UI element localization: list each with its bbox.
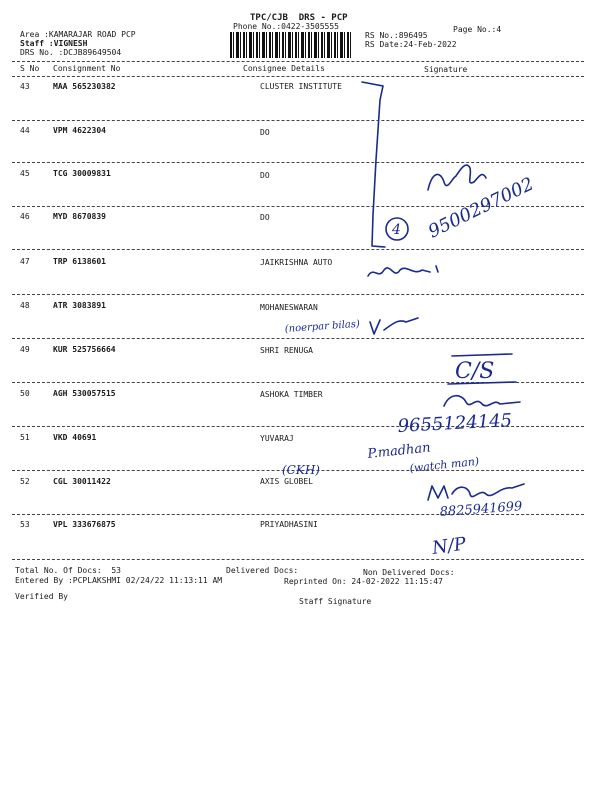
row-consignee: CLUSTER INSTITUTE (260, 82, 342, 91)
row-consignee: DO (260, 128, 270, 137)
row-divider (12, 559, 584, 560)
row-divider (12, 206, 584, 207)
row-consignee: JAIKRISHNA AUTO (260, 258, 333, 267)
row-sno: 46 (20, 212, 30, 221)
handwritten-name: P.madhan (366, 440, 432, 462)
verified-by: Verified By (15, 592, 68, 601)
row-divider (12, 162, 584, 163)
signature-scribble (444, 396, 520, 406)
header-divider-top (12, 61, 584, 62)
row-sno: 44 (20, 126, 30, 135)
phone-number: Phone No.:0422-3505555 (233, 22, 339, 31)
row-sno: 47 (20, 257, 30, 266)
delivered-docs: Delivered Docs: (226, 566, 299, 575)
row-divider (12, 470, 584, 471)
signature-scribble (370, 318, 418, 334)
reprinted-on: Reprinted On: 24-02-2022 11:15:47 (284, 577, 443, 586)
handwritten-phone-3: 8825941699 (439, 499, 523, 520)
row-divider (12, 294, 584, 295)
handwritten-phone-2: 9655124145 (397, 410, 513, 437)
row-divider (12, 120, 584, 121)
row-sno: 50 (20, 389, 30, 398)
row-consignment: VKD 40691 (53, 433, 97, 442)
circle-mark (386, 218, 408, 240)
page-number: Page No.:4 (453, 25, 502, 34)
column-header-consignment: Consignment No (53, 64, 121, 73)
column-header-sno: S No (20, 64, 40, 73)
total-docs: Total No. Of Docs: 53 (15, 566, 121, 575)
row-divider (12, 426, 584, 427)
row-sno: 53 (20, 520, 30, 529)
row-consignment: MYD 8670839 (53, 212, 106, 221)
area-label: Area :KAMARAJAR ROAD PCP (20, 30, 136, 39)
handwritten-circled-number: 4 (392, 222, 401, 238)
row-sno: 51 (20, 433, 30, 442)
signature-scribble (428, 165, 486, 190)
row-consignment: KUR 525756664 (53, 345, 116, 354)
row-consignment: CGL 30011422 (53, 477, 111, 486)
row-consignee: MOHANESWARAN (260, 303, 318, 312)
row-divider (12, 514, 584, 515)
row-sno: 52 (20, 477, 30, 486)
row-consignment: VPM 4622304 (53, 126, 106, 135)
row-consignee: ASHOKA TIMBER (260, 390, 323, 399)
staff-signature-label: Staff Signature (299, 597, 372, 606)
signature-scribble (428, 484, 524, 500)
handwritten-note: (noerpar bilas) (284, 318, 361, 335)
row-consignee: YUVARAJ (260, 434, 294, 443)
rs-date: RS Date:24-Feb-2022 (365, 40, 457, 49)
row-consignment: TRP 6138601 (53, 257, 106, 266)
row-consignee: AXIS GLOBEL (260, 477, 313, 486)
underline-mark (452, 354, 512, 356)
row-sno: 45 (20, 169, 30, 178)
barcode-image (230, 32, 352, 58)
row-divider (12, 382, 584, 383)
row-consignee: SHRI RENUGA (260, 346, 313, 355)
signature-scribble (368, 266, 438, 276)
row-sno: 43 (20, 82, 30, 91)
drs-number: DRS No. :DCJB89649504 (20, 48, 122, 57)
non-delivered-docs: Non Delivered Docs: (363, 568, 455, 577)
column-header-signature: Signature (424, 65, 468, 74)
handwritten-ckh: (CKH) (282, 463, 320, 477)
handwritten-np: N/P (430, 533, 468, 559)
staff-label: Staff :VIGNESH (20, 39, 88, 48)
entered-by: Entered By :PCPLAKSHMI 02/24/22 11:13:11 AM (15, 576, 223, 585)
row-consignee: DO (260, 213, 270, 222)
row-consignment: TCG 30009831 (53, 169, 111, 178)
handwritten-cs: C/S (455, 359, 495, 384)
handwritten-role: (watch man) (408, 454, 480, 475)
bracket-mark (362, 82, 385, 247)
row-consignee: PRIYADHASINI (260, 520, 318, 529)
row-sno: 49 (20, 345, 30, 354)
row-divider (12, 249, 584, 250)
row-consignee: DO (260, 171, 270, 180)
row-consignment: ATR 3083891 (53, 301, 106, 310)
row-consignment: MAA 565230382 (53, 82, 116, 91)
row-divider (12, 338, 584, 339)
rs-number: RS No.:896495 (365, 31, 428, 40)
column-header-details: Consignee Details (243, 64, 325, 73)
row-sno: 48 (20, 301, 30, 310)
header-divider-bottom (12, 76, 584, 77)
handwritten-phone-1: 9500297002 (424, 173, 538, 243)
row-consignment: VPL 333676875 (53, 520, 116, 529)
document-title: TPC/CJB DRS - PCP (250, 13, 348, 23)
row-consignment: AGH 530057515 (53, 389, 116, 398)
